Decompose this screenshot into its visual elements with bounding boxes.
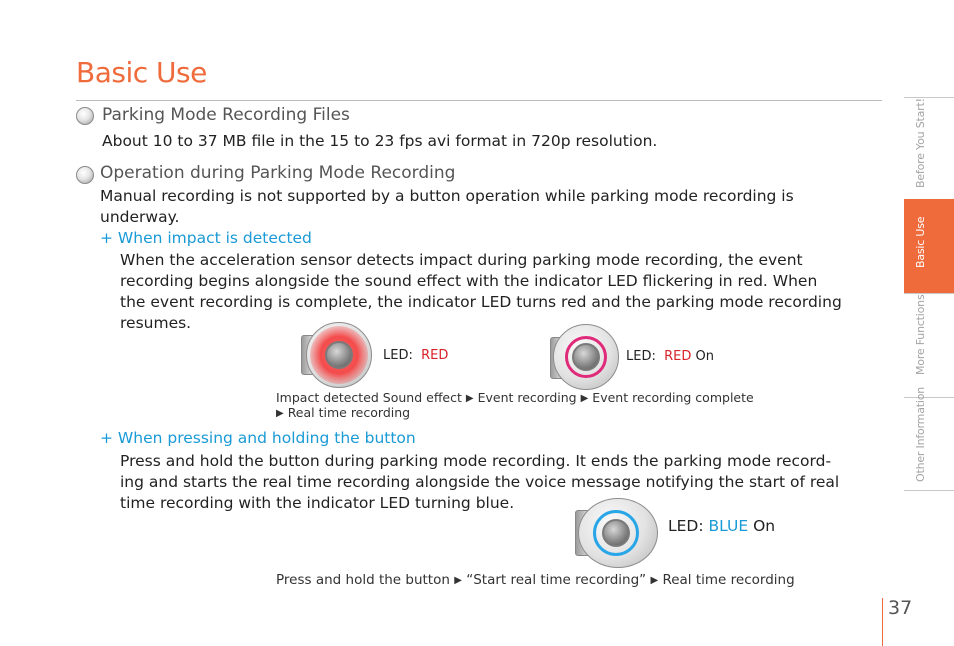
led-color-word: RED xyxy=(664,349,692,364)
button-lens-icon xyxy=(325,341,353,369)
impact-sequence-caption-line2 xyxy=(276,405,410,420)
led-suffix: On xyxy=(695,349,715,364)
led-prefix: LED: xyxy=(383,348,413,363)
page-title: Basic Use xyxy=(76,56,207,89)
triangle-right-icon: ▶ xyxy=(650,575,659,586)
text-line: ing and starts the real time recording alongside the voice message notifying the start of real xyxy=(120,473,840,491)
led-prefix: LED: xyxy=(668,517,704,535)
text-line: time recording with the indicator LED turning blue. xyxy=(120,494,515,512)
side-nav-item-more-functions[interactable]: More Functions xyxy=(914,294,927,375)
side-nav-divider xyxy=(904,397,954,398)
section-title-parking-files: Parking Mode Recording Files xyxy=(102,105,350,125)
side-nav-divider xyxy=(904,490,954,491)
subsection-title-button: + When pressing and holding the button xyxy=(100,429,416,447)
circle-bullet-icon xyxy=(76,166,94,184)
circle-bullet-icon xyxy=(76,107,94,125)
impact-sequence-caption xyxy=(276,390,754,405)
button-sequence-caption xyxy=(276,572,795,588)
triangle-right-icon: ▶ xyxy=(580,393,589,404)
text-line: recording begins alongside the sound effect with the indicator LED flickering in red. When xyxy=(120,272,818,290)
subsection-body-button xyxy=(120,451,839,514)
led-label-red-on xyxy=(626,349,714,364)
triangle-right-icon: ▶ xyxy=(454,575,462,586)
caption-step: Event recording xyxy=(477,390,577,405)
led-suffix: On xyxy=(753,517,776,535)
text-line: Press and hold the button during parking mode recording. It ends the parking mode record- xyxy=(120,452,832,470)
text-line: underway. xyxy=(100,208,180,226)
side-nav-item-other-information[interactable]: Other Information xyxy=(914,386,927,482)
side-nav-item-basic-use[interactable]: Basic Use xyxy=(914,216,927,268)
title-divider xyxy=(76,100,882,101)
triangle-right-icon: ▶ xyxy=(276,408,284,419)
caption-step: Real time recording xyxy=(662,572,795,588)
button-lens-icon xyxy=(572,343,600,371)
page-number: 37 xyxy=(888,597,913,619)
led-color-word: RED xyxy=(421,348,449,363)
side-nav-active-marker xyxy=(904,199,954,293)
page-number-rule xyxy=(882,598,883,646)
triangle-right-icon: ▶ xyxy=(465,393,474,404)
caption-step: Press and hold the button xyxy=(276,572,450,588)
led-label-red xyxy=(383,348,448,363)
side-nav-item-before-you-start[interactable]: Before You Start! xyxy=(914,98,927,188)
caption-step: Real time recording xyxy=(287,405,411,420)
side-nav-divider xyxy=(904,293,954,294)
section-title-operation: Operation during Parking Mode Recording xyxy=(100,163,456,183)
text-line: resumes. xyxy=(120,314,192,332)
subsection-body-impact xyxy=(120,250,842,334)
subsection-title-impact: + When impact is detected xyxy=(100,229,312,247)
caption-step: Event recording complete xyxy=(592,390,754,405)
led-label-blue-on xyxy=(668,516,775,537)
text-line: When the acceleration sensor detects impact during parking mode recording, the event xyxy=(120,251,803,269)
caption-step: Impact detected Sound effect xyxy=(276,390,462,405)
led-color-word: BLUE xyxy=(708,517,749,535)
button-lens-icon xyxy=(602,519,630,547)
section-body-parking-files: About 10 to 37 MB file in the 15 to 23 fps avi format in 720p resolution. xyxy=(102,132,658,150)
section-body-operation xyxy=(100,186,794,228)
text-line: the event recording is complete, the indicator LED turns red and the parking mode recording xyxy=(120,293,842,311)
side-nav-divider xyxy=(904,97,954,98)
caption-step: “Start real time recording” xyxy=(466,572,647,588)
led-prefix: LED: xyxy=(626,349,656,364)
text-line: Manual recording is not supported by a button operation while parking mode recording is xyxy=(100,187,794,205)
